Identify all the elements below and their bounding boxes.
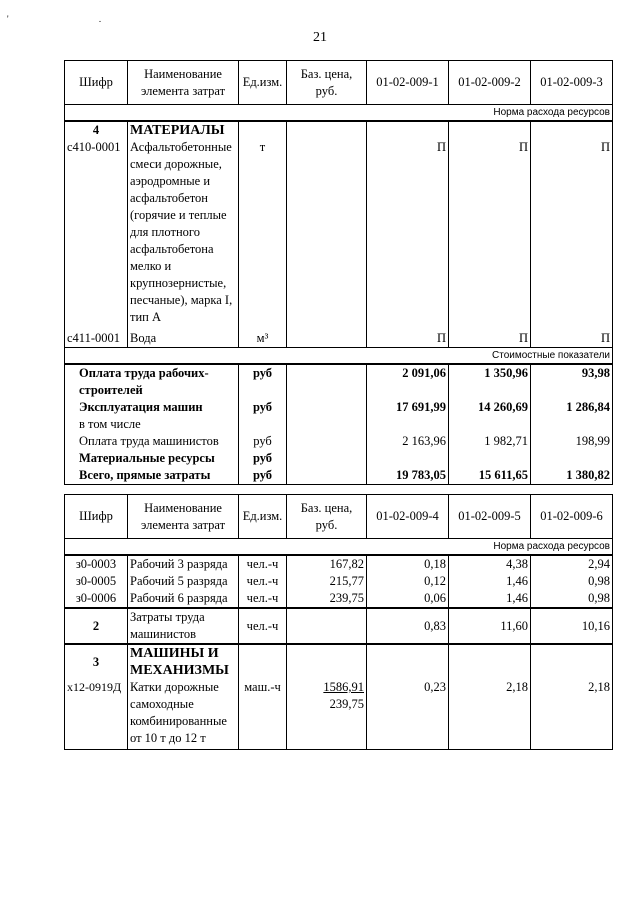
cost-value-2: 15 611,65 bbox=[449, 467, 531, 485]
cost-name: Всего, прямые затраты bbox=[65, 467, 239, 485]
cost-unit: руб bbox=[239, 450, 287, 467]
section-number: 4 bbox=[65, 121, 128, 139]
header-col-1: 01-02-009-4 bbox=[367, 495, 449, 539]
header-price: Баз. цена, руб. bbox=[287, 495, 367, 539]
row-value-1: П bbox=[367, 326, 449, 348]
labor-name: Затраты труда машинистов bbox=[128, 608, 239, 644]
header-col-1: 01-02-009-1 bbox=[367, 61, 449, 105]
machine-price-operator: 239,75 bbox=[329, 697, 364, 711]
header-code: Шифр bbox=[65, 495, 128, 539]
machine-value-2: 2,18 bbox=[449, 679, 531, 749]
worker-value-2: 4,38 bbox=[449, 555, 531, 573]
worker-value-3: 0,98 bbox=[531, 573, 613, 590]
machine-code: х12-0919Д bbox=[65, 679, 128, 749]
scan-marks: ' . bbox=[7, 14, 146, 24]
worker-price: 239,75 bbox=[287, 590, 367, 608]
row-unit: м³ bbox=[239, 326, 287, 348]
row-value-3: П bbox=[531, 139, 613, 326]
section-title: МАТЕРИАЛЫ bbox=[128, 121, 239, 139]
worker-code: з0-0005 bbox=[65, 573, 128, 590]
worker-value-3: 0,98 bbox=[531, 590, 613, 608]
labor-number: 2 bbox=[65, 608, 128, 644]
cost-name: в том числе bbox=[65, 416, 239, 433]
worker-name: Рабочий 5 разряда bbox=[128, 573, 239, 590]
cost-value-3: 198,99 bbox=[531, 433, 613, 450]
cost-value-2: 14 260,69 bbox=[449, 399, 531, 416]
cost-unit: руб bbox=[239, 467, 287, 485]
worker-price: 215,77 bbox=[287, 573, 367, 590]
norm-label: Норма расхода ресурсов bbox=[65, 539, 613, 556]
worker-code: з0-0006 bbox=[65, 590, 128, 608]
labor-value-1: 0,83 bbox=[367, 608, 449, 644]
labor-unit: чел.-ч bbox=[239, 608, 287, 644]
worker-value-2: 1,46 bbox=[449, 573, 531, 590]
cost-value-1: 2 163,96 bbox=[367, 433, 449, 450]
worker-value-3: 2,94 bbox=[531, 555, 613, 573]
cost-name: Оплата труда машинистов bbox=[65, 433, 239, 450]
cost-value-1: 17 691,99 bbox=[367, 399, 449, 416]
cost-value-2: 1 350,96 bbox=[449, 364, 531, 399]
worker-name: Рабочий 3 разряда bbox=[128, 555, 239, 573]
labor-value-2: 11,60 bbox=[449, 608, 531, 644]
cost-name: Эксплуатация машин bbox=[65, 399, 239, 416]
cost-name: Материальные ресурсы bbox=[65, 450, 239, 467]
row-value-2: П bbox=[449, 139, 531, 326]
worker-value-1: 0,12 bbox=[367, 573, 449, 590]
row-name: Вода bbox=[128, 326, 239, 348]
norm-label: Норма расхода ресурсов bbox=[65, 105, 613, 122]
row-name: Асфальтобетонные смеси дорожные, аэродромные и асфальтобетон (горячие и теплые для плотного асфальтобетона мелко и крупнозернистые, песчаные), марка I, тип А bbox=[128, 139, 239, 326]
worker-value-2: 1,46 bbox=[449, 590, 531, 608]
row-unit: т bbox=[239, 139, 287, 326]
worker-unit: чел.-ч bbox=[239, 590, 287, 608]
cost-value-3: 1 286,84 bbox=[531, 399, 613, 416]
header-col-3: 01-02-009-3 bbox=[531, 61, 613, 105]
row-value-1: П bbox=[367, 139, 449, 326]
cost-value-1: 2 091,06 bbox=[367, 364, 449, 399]
worker-name: Рабочий 6 разряда bbox=[128, 590, 239, 608]
header-col-2: 01-02-009-5 bbox=[449, 495, 531, 539]
cost-value-2: 1 982,71 bbox=[449, 433, 531, 450]
cost-value-3: 93,98 bbox=[531, 364, 613, 399]
norms-table-1 bbox=[64, 60, 613, 485]
row-value-3: П bbox=[531, 326, 613, 348]
header-name: Наименование элемента затрат bbox=[128, 495, 239, 539]
worker-value-1: 0,06 bbox=[367, 590, 449, 608]
row-code: с410-0001 bbox=[65, 139, 128, 326]
header-unit: Ед.изм. bbox=[239, 495, 287, 539]
worker-code: з0-0003 bbox=[65, 555, 128, 573]
machine-name: Катки дорожные самоходные комбинированные от 10 т до 12 т bbox=[128, 679, 239, 749]
cost-label: Стоимостные показатели bbox=[65, 348, 613, 365]
machine-value-1: 0,23 bbox=[367, 679, 449, 749]
row-value-2: П bbox=[449, 326, 531, 348]
machines-title: МАШИНЫ И МЕХАНИЗМЫ bbox=[128, 644, 239, 679]
cost-value-3: 1 380,82 bbox=[531, 467, 613, 485]
row-code: с411-0001 bbox=[65, 326, 128, 348]
page-number: 21 bbox=[313, 30, 327, 45]
worker-value-1: 0,18 bbox=[367, 555, 449, 573]
cost-value-1: 19 783,05 bbox=[367, 467, 449, 485]
machine-price: 1586,91 bbox=[323, 680, 364, 694]
header-col-3: 01-02-009-6 bbox=[531, 495, 613, 539]
cost-name: Оплата труда рабочих-строителей bbox=[65, 364, 239, 399]
worker-price: 167,82 bbox=[287, 555, 367, 573]
cost-unit: руб bbox=[239, 364, 287, 399]
header-col-2: 01-02-009-2 bbox=[449, 61, 531, 105]
machines-number: 3 bbox=[65, 644, 128, 679]
header-price: Баз. цена, руб. bbox=[287, 61, 367, 105]
header-name: Наименование элемента затрат bbox=[128, 61, 239, 105]
header-unit: Ед.изм. bbox=[239, 61, 287, 105]
worker-unit: чел.-ч bbox=[239, 573, 287, 590]
machine-value-3: 2,18 bbox=[531, 679, 613, 749]
labor-value-3: 10,16 bbox=[531, 608, 613, 644]
norms-table-2 bbox=[64, 494, 613, 750]
cost-unit: руб bbox=[239, 433, 287, 450]
header-code: Шифр bbox=[65, 61, 128, 105]
worker-unit: чел.-ч bbox=[239, 555, 287, 573]
machine-unit: маш.-ч bbox=[239, 679, 287, 749]
cost-unit: руб bbox=[239, 399, 287, 416]
